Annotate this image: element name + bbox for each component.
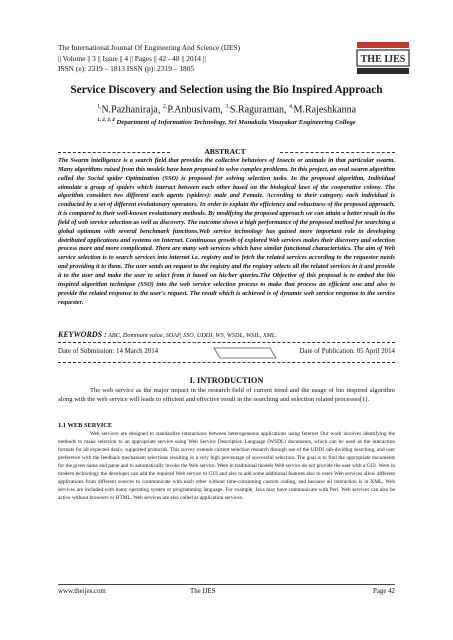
affiliation [30, 118, 423, 126]
journal-logo [355, 40, 411, 76]
web-service-heading: 1.1 WEB SERVICE [58, 422, 113, 429]
page-footer [58, 588, 395, 598]
journal-name: The International Journal Of Engineering And Science (IJES) [58, 43, 241, 52]
journal-issn: ISSN (e): 2319 – 1813 ISSN (p): 2319 – 1805 [58, 64, 195, 73]
dates-divider-shape [208, 346, 278, 360]
keywords-label: KEYWORDS : [58, 330, 107, 339]
affiliation-text: Department of Information Technology, Sri Manakula Vinayakar Engineering College [116, 119, 356, 127]
footer-journal: The IJES [190, 588, 216, 595]
introduction-body [58, 386, 395, 404]
author-3-number: 3, [225, 104, 230, 110]
keywords-text: ABC, Dominant value, SOAP, SSO, UDDI, WS, WSDL, WSIL, XML. [108, 332, 277, 339]
paper-title: Service Discovery and Selection using the Bio Inspired Approach [70, 84, 383, 96]
keywords [58, 330, 395, 339]
author-1: N.Pazhaniraja, [101, 104, 161, 116]
abstract-rule-right [280, 152, 395, 153]
author-4-number: 4, [289, 104, 294, 110]
footer-page-number: Page 42 [372, 588, 395, 595]
abstract-divider [58, 147, 395, 157]
publication-date: Date of Publication: 05 April 2014 [299, 348, 395, 355]
author-4: M.Rajeshkanna [293, 104, 357, 116]
web-service-body [58, 431, 395, 503]
submission-date: Date of Submission: 14 March 2014 [58, 348, 159, 355]
author-3: S.Raguraman, [229, 104, 287, 116]
author-list [30, 104, 423, 115]
footer-rule [58, 584, 395, 585]
dates-row [58, 346, 395, 360]
journal-volume-info: || Volume || 3 || Issue || 4 || Pages || 42 - 48 || 2014 || [58, 53, 206, 63]
author-1-number: 1, [96, 104, 102, 110]
web-service-paragraph: Web services are designed to standardize interactions between heterogeneous applications using Internet Our work involves identifying the methods to make selection to an appropriate service using Web Service Description Language (WSDL) documents, which can be used as the interaction formats for all expected data's, supported protocols. This survey extends current selection research through use of the UDDI sub-dividing searching, and user preference with the feedback mechanism selections resulting in a very high percentage of successful selection. The goal is to find the appropriate documents for the given name and parse and to automatically invoke the Web service. Were in traditional models Web service do not provide the user with a GUI. Were in modern technology the developer can add the required Web service to GUI and also to add some additional features also to users Web services allow different applications from different sources to communicate with each other without time-consuming custom coding, and because all interaction is in XML, Web services are included with many operating system or programming language. For example, Java may have communicate with Perl. Web services can also be active without browsers or HTML. Web services are also called as application services. [58, 431, 395, 501]
introduction-paragraph: The web service as the major impact in the research field of current trend and the usage of bio inspired algorithm along with the web service will leads to efficient and effective result in the searching and selection related processes[1]. [58, 387, 395, 403]
affiliation-numbers: 1, 2, 3, 4 [97, 118, 115, 123]
author-2-number: 2, [162, 104, 168, 110]
journal-header [58, 43, 348, 75]
author-2: P.Anbusivam, [167, 104, 223, 116]
footer-website: www.theijes.com [58, 588, 106, 595]
introduction-heading: I. INTRODUCTION [189, 376, 264, 385]
abstract-text: The Swarm intelligence is a search field that provides the collective behaviors of Insects or animals in that particular swarm. Many algorithms raised from this models have been proposed to solve complex problems. In this project, an oval swarm algorithm called the Social spider Optimization (SSO) is proposed for solving selection tasks. In the proposed algorithm, Individual stimulate a group of spiders which interact between each other based on the biological laws of the cooperative colony. The algorithm considers two different each agents (spiders): male and Female. According to their category, each individual is conducted by a set of different evolutionary operators. In order to explain the efficiency and robustness of the proposed approach, it is compared to their well-known evolutionary methods. By modifying the proposed approach we can attain a better result in the field of web service selection as well as discovery. The outcome shows a high performance of the proposed method for searching a global optimum with several benchmark functions.Web service technology has gained more important role in developing distributed applications and systems on Internet. Continuous growth of explored Web services makes their discovery and selection process more and more complicated. There are many web services which have similar functional characteristics. The aim of Web service selection is to search services into internet i.e. registry and to fetch the related services according to the requestor needs and providing it to them. The user sends an request to the registry and the registry selects all the related services in it and provide it to the user and make the user to select from it based on his/her queries.The Objective of this proposal is to embed the bio inspired algorithm technique (SSO) into the web service selection process to make that process an efficient one and also to provide the related response to the user's request. The result which is achieved is of dynamic web service response to the service requester. [58, 157, 395, 306]
dates-top-rule [58, 342, 395, 343]
dates-bottom-rule [58, 362, 395, 363]
abstract-rule-left [58, 152, 170, 153]
logo-text: THE IJES [360, 54, 406, 65]
abstract-label: ABSTRACT [204, 147, 246, 156]
